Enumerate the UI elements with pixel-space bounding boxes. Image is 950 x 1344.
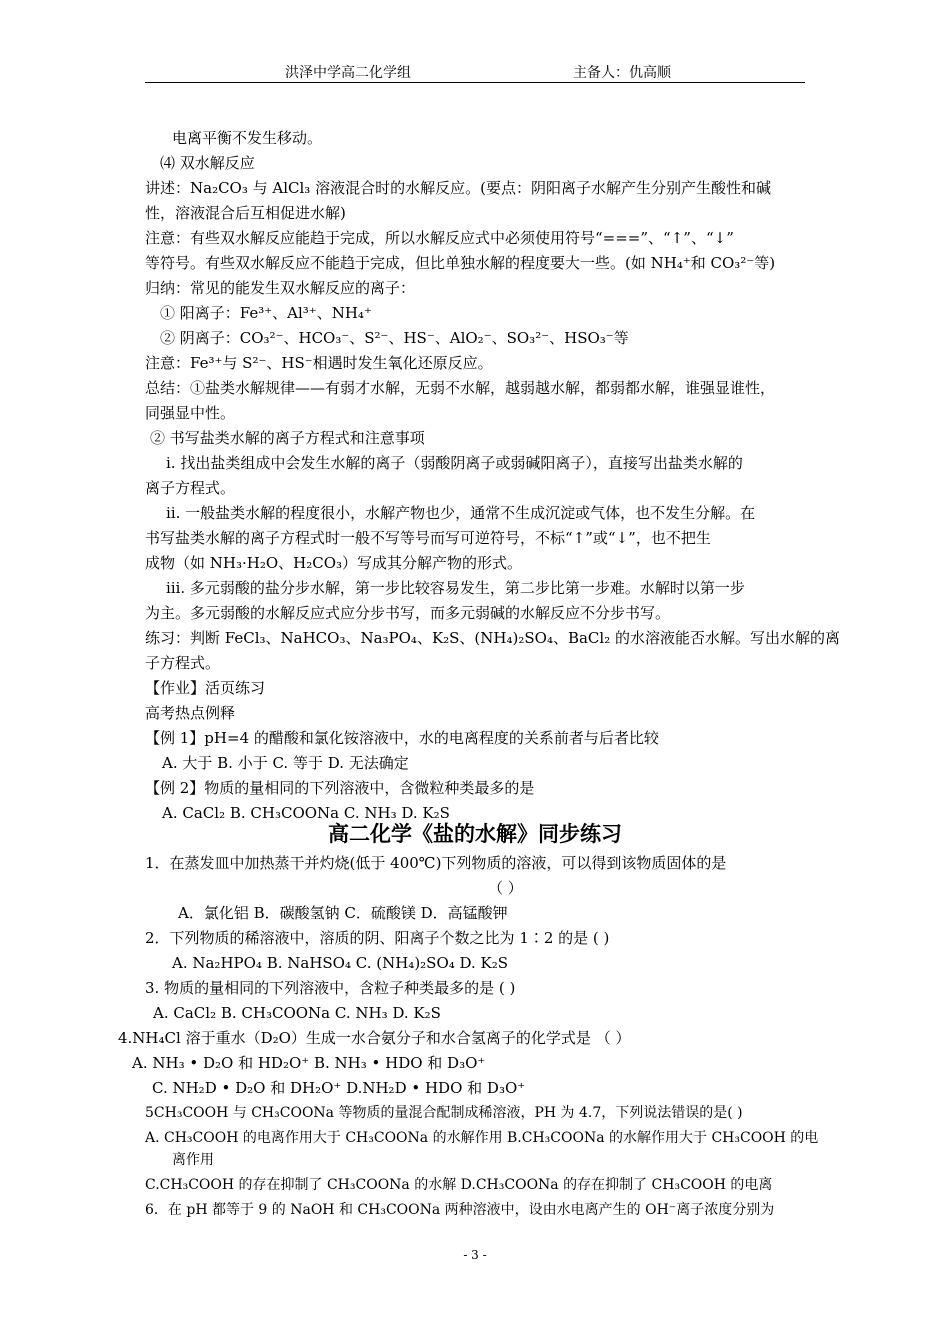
text-line: 【例 2】物质的量相同的下列溶液中，含微粒种类最多的是 (145, 779, 535, 797)
text-line: ⅱ. 一般盐类水解的程度很小，水解产物也少，通常不生成沉淀或气体，也不发生分解。在 (166, 504, 756, 522)
question-line: C. NH₂D • D₂O 和 DH₂O⁺ D.NH₂D • HDO 和 D₃O⁺ (152, 1079, 526, 1097)
question-line: A．氯化铝 B．碳酸氢钠 C．硫酸镁 D．高锰酸钾 (178, 904, 508, 922)
text-line: 总结：①盐类水解规律——有弱才水解，无弱不水解，越弱越水解，都弱都水解，谁强显谁性， (145, 379, 776, 397)
question-line: A. CH₃COOH 的电离作用大于 CH₃COONa 的水解作用 B.CH₃COONa 的水解作用大于 CH₃COOH 的电 (145, 1130, 819, 1146)
question-line: 3. 物质的量相同的下列溶液中，含粒子种类最多的是 ( ) (145, 979, 516, 997)
text-line: 讲述：Na₂CO₃ 与 AlCl₃ 溶液混合时的水解反应。(要点：阴阳离子水解产生分别产生酸性和碱 (145, 179, 771, 197)
text-line: 为主。多元弱酸的水解反应式应分步书写，而多元弱碱的水解反应不分步书写。 (145, 604, 671, 622)
text-line: 同强显中性。 (145, 404, 236, 422)
header-left: 洪泽中学高二化学组 (285, 65, 411, 81)
text-line: 书写盐类水解的离子方程式时一般不写等号而写可逆符号，不标“↑”或“↓”，也不把生 (145, 529, 711, 547)
text-line: ⅲ. 多元弱酸的盐分步水解，第一步比较容易发生，第二步比第一步难。水解时以第一步 (166, 579, 745, 597)
text-line: 子方程式。 (145, 654, 221, 672)
question-line: 5CH₃COOH 与 CH₃COONa 等物质的量混合配制成稀溶液，PH 为 4.7，下列说法错误的是( ) (145, 1105, 743, 1121)
text-line: 电离平衡不发生移动。 (172, 129, 323, 147)
text-line: 【作业】活页练习 (145, 679, 266, 697)
text-line: 离子方程式。 (145, 479, 236, 497)
section-title: 高二化学《盐的水解》同步练习 (328, 822, 622, 846)
text-line: ① 阳离子：Fe³⁺、Al³⁺、NH₄⁺ (160, 304, 372, 322)
text-line: 注意：有些双水解反应能趋于完成，所以水解反应式中必须使用符号“===”、“↑”、“↓” (145, 229, 734, 247)
header-right: 主备人：仇高顺 (573, 65, 671, 81)
text-line: ⅰ. 找出盐类组成中会发生水解的离子（弱酸阴离子或弱碱阳离子），直接写出盐类水解的 (166, 454, 743, 472)
text-line: 等符号。有些双水解反应不能趋于完成，但比单独水解的程度要大一些。(如 NH₄⁺和 CO₃²⁻等) (145, 254, 776, 272)
question-line: 离作用 (172, 1152, 214, 1168)
question-line: 2．下列物质的稀溶液中，溶质的阴、阳离子个数之比为 1∶2 的是 ( ) (145, 929, 610, 947)
text-line: 【例 1】pH=4 的醋酸和氯化铵溶液中，水的电离程度的关系前者与后者比较 (145, 729, 659, 747)
text-line: ② 书写盐类水解的离子方程式和注意事项 (150, 429, 425, 447)
text-line: 高考热点例释 (145, 704, 236, 722)
text-line: 性，溶液混合后互相促进水解) (145, 204, 346, 222)
text-line: 成物（如 NH₃·H₂O、H₂CO₃）写成其分解产物的形式。 (145, 554, 523, 572)
question-line: A. CaCl₂ B. CH₃COONa C. NH₃ D. K₂S (153, 1004, 441, 1022)
question-line: （ ） (488, 879, 523, 897)
text-line: A. CaCl₂ B. CH₃COONa C. NH₃ D. K₂S (162, 804, 450, 822)
text-line: ② 阴离子：CO₃²⁻、HCO₃⁻、S²⁻、HS⁻、AlO₂⁻、SO₃²⁻、HSO₃⁻等 (160, 329, 629, 347)
question-line: A. NH₃ • D₂O 和 HD₂O⁺ B. NH₃ • HDO 和 D₃O⁺ (132, 1054, 486, 1072)
question-line: C.CH₃COOH 的存在抑制了 CH₃COONa 的水解 D.CH₃COONa 的存在抑制了 CH₃COOH 的电离 (145, 1177, 773, 1193)
text-line: 练习：判断 FeCl₃、NaHCO₃、Na₃PO₄、K₂S、(NH₄)₂SO₄、BaCl₂ 的水溶液能否水解。写出水解的离 (145, 629, 840, 647)
question-line: 1．在蒸发皿中加热蒸干并灼烧(低于 400℃)下列物质的溶液，可以得到该物质固体的是 (145, 854, 727, 872)
question-line: A. Na₂HPO₄ B. NaHSO₄ C. (NH₄)₂SO₄ D. K₂S (172, 954, 509, 972)
text-line: ⑷ 双水解反应 (160, 154, 255, 172)
question-line: 6．在 pH 都等于 9 的 NaOH 和 CH₃COONa 两种溶液中，设由水电离产生的 OH⁻离子浓度分别为 (145, 1202, 775, 1218)
question-line: 4.NH₄Cl 溶于重水（D₂O）生成一水合氨分子和水合氢离子的化学式是 （ ） (118, 1029, 631, 1047)
text-line: A. 大于 B. 小于 C. 等于 D. 无法确定 (162, 754, 409, 772)
text-line: 归纳：常见的能发生双水解反应的离子： (145, 279, 416, 297)
text-line: 注意：Fe³⁺与 S²⁻、HS⁻相遇时发生氧化还原反应。 (145, 354, 493, 372)
page-number: - 3 - (463, 1248, 487, 1262)
page-header (145, 60, 805, 83)
